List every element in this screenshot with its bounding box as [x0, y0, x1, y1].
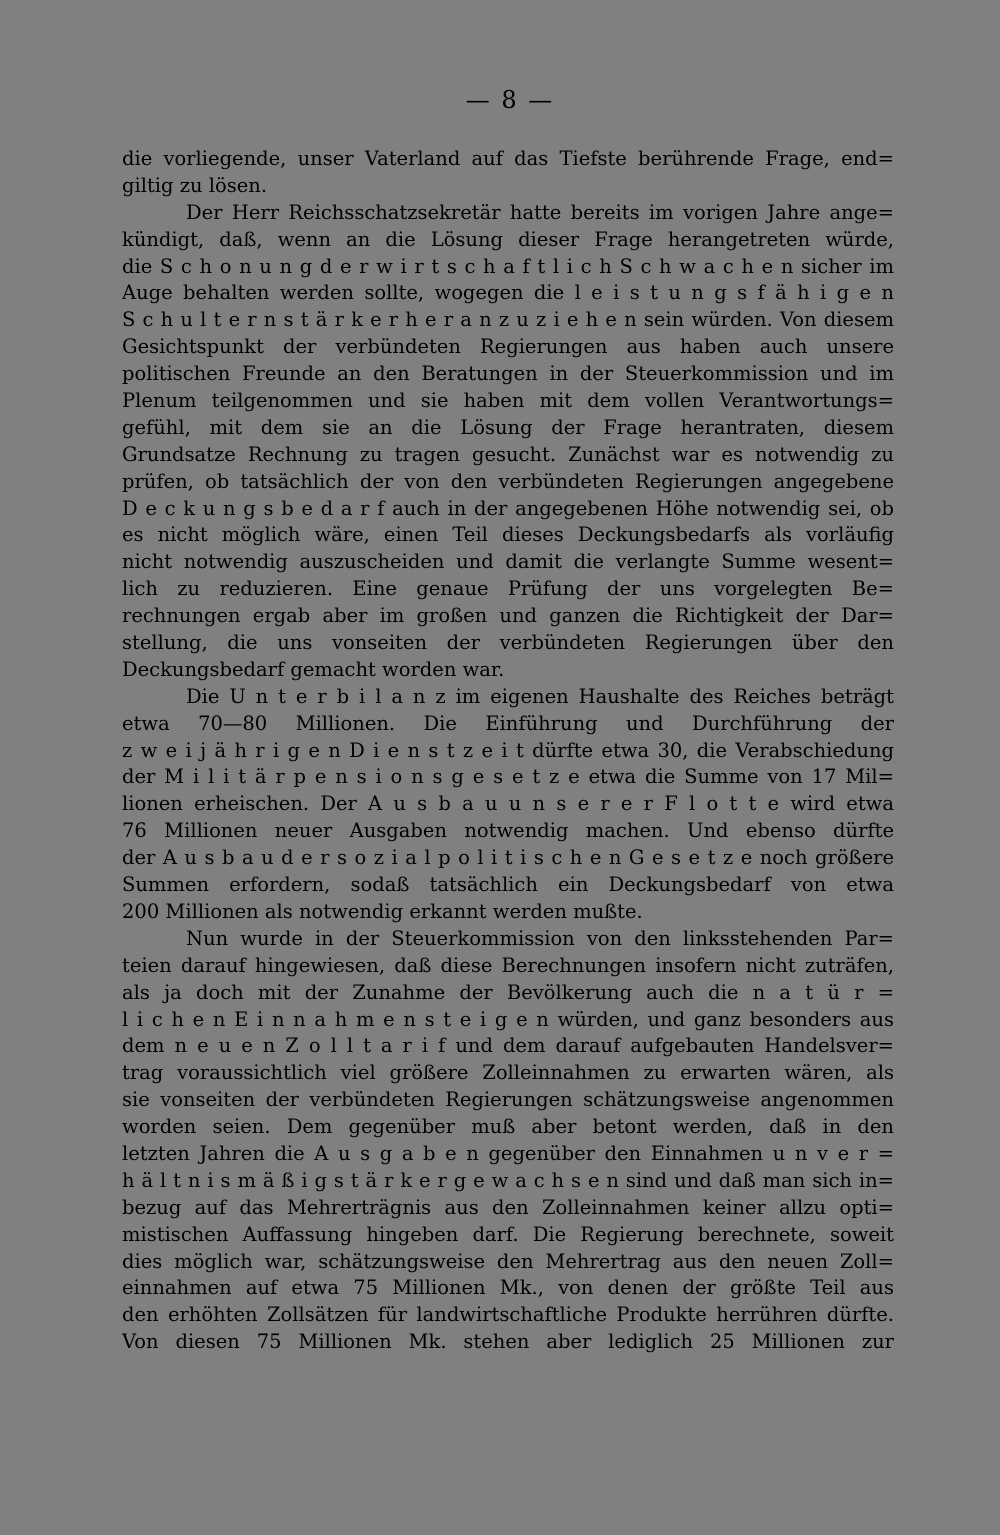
text-line: lich zu reduzieren. Eine genaue Prüfung der uns vorgelegten Be=: [122, 577, 894, 601]
text-line: giltig zu lösen.: [122, 173, 268, 197]
text-line: es nicht möglich wäre, einen Teil dieses Deckungsbedarfs als vorläufig: [122, 523, 894, 547]
text-line: die S c h o n u n g d e r w i r t s c h a f t l i c h S c h w a c h e n sicher im: [122, 254, 894, 278]
text-line: l i c h e n E i n n a h m e n s t e i g e n würden, und ganz besonders aus: [122, 1007, 894, 1031]
text-line: Nun wurde in der Steuerkommission von den linksstehenden Par=: [186, 926, 894, 950]
text-line: Deckungsbedarf gemacht worden war.: [122, 657, 505, 681]
text-line: h ä l t n i s m ä ß i g s t ä r k e r g e w a c h s e n sind und daß man sich in=: [122, 1168, 894, 1192]
text-line: rechnungen ergab aber im großen und ganzen die Richtigkeit der Dar=: [122, 604, 894, 628]
body-text: [122, 146, 894, 1356]
text-line: nicht notwendig auszuscheiden und damit die verlangte Summe wesent=: [122, 550, 894, 574]
text-line: D e c k u n g s b e d a r f auch in der angegebenen Höhe notwendig sei, ob: [122, 496, 894, 520]
text-line: trag voraussichtlich viel größere Zolleinnahmen zu erwarten wären, als: [122, 1061, 894, 1085]
text-line: dies möglich war, schätzungsweise den Mehrertrag aus den neuen Zoll=: [122, 1249, 894, 1273]
text-line: Summen erfordern, sodaß tatsächlich ein Deckungsbedarf von etwa: [122, 873, 894, 897]
text-line: gefühl, mit dem sie an die Lösung der Frage herantraten, diesem: [122, 415, 894, 439]
text-line: teien darauf hingewiesen, daß diese Berechnungen insofern nicht zuträfen,: [122, 953, 894, 977]
text-line: prüfen, ob tatsächlich der von den verbündeten Regierungen angegebene: [122, 469, 894, 493]
text-line: sie vonseiten der verbündeten Regierungen schätzungsweise angenommen: [122, 1088, 894, 1112]
text-line: bezug auf das Mehrerträgnis aus den Zolleinnahmen keiner allzu opti=: [122, 1195, 894, 1219]
text-line: Die U n t e r b i l a n z im eigenen Haushalte des Reiches beträgt: [186, 684, 894, 708]
text-line: z w e i j ä h r i g e n D i e n s t z e i t dürfte etwa 30, die Verabschiedung: [122, 738, 894, 762]
text-line: kündigt, daß, wenn an die Lösung dieser Frage herangetreten würde,: [122, 227, 894, 251]
text-line: mistischen Auffassung hingeben darf. Die Regierung berechnete, soweit: [122, 1222, 894, 1246]
text-line: S c h u l t e r n s t ä r k e r h e r a n z u z i e h e n sein würden. Von diesem: [122, 308, 894, 332]
text-line: Der Herr Reichsschatzsekretär hatte bereits im vorigen Jahre ange=: [186, 200, 894, 224]
text-line: als ja doch mit der Zunahme der Bevölkerung auch die n a t ü r =: [122, 980, 894, 1004]
text-line: den erhöhten Zollsätzen für landwirtschaftliche Produkte herrühren dürfte.: [122, 1303, 894, 1327]
text-line: einnahmen auf etwa 75 Millionen Mk., von denen der größte Teil aus: [122, 1276, 894, 1300]
text-line: Plenum teilgenommen und sie haben mit dem vollen Verantwortungs=: [122, 389, 894, 413]
text-line: Gesichtspunkt der verbündeten Regierungen aus haben auch unsere: [122, 335, 894, 359]
text-line: 76 Millionen neuer Ausgaben notwendig machen. Und ebenso dürfte: [122, 819, 894, 843]
text-line: politischen Freunde an den Beratungen in der Steuerkommission und im: [122, 362, 894, 386]
text-line: der A u s b a u d e r s o z i a l p o l i t i s c h e n G e s e t z e noch größere: [122, 846, 894, 870]
text-line: stellung, die uns vonseiten der verbündeten Regierungen über den: [122, 631, 894, 655]
text-line: dem n e u e n Z o l l t a r i f und dem darauf aufgebauten Handelsver=: [122, 1034, 894, 1058]
text-line: die vorliegende, unser Vaterland auf das Tiefste berührende Frage, end=: [122, 147, 894, 170]
text-line: der M i l i t ä r p e n s i o n s g e s e t z e etwa die Summe von 17 Mil=: [122, 765, 894, 789]
text-line: letzten Jahren die A u s g a b e n gegenüber den Einnahmen u n v e r =: [122, 1141, 894, 1165]
text-line: Grundsatze Rechnung zu tragen gesucht. Zunächst war es notwendig zu: [122, 442, 894, 466]
page-number: — 8 —: [465, 86, 555, 114]
text-line: etwa 70—80 Millionen. Die Einführung und Durchführung der: [122, 711, 894, 735]
text-line: lionen erheischen. Der A u s b a u u n s e r e r F l o t t e wird etwa: [122, 792, 894, 816]
text-line: Auge behalten werden sollte, wogegen die l e i s t u n g s f ä h i g e n: [122, 281, 894, 305]
text-line: 200 Millionen als notwendig erkannt werden mußte.: [122, 899, 643, 923]
text-line: Von diesen 75 Millionen Mk. stehen aber lediglich 25 Millionen zur: [122, 1330, 894, 1354]
text-line: worden seien. Dem gegenüber muß aber betont werden, daß in den: [122, 1115, 894, 1139]
